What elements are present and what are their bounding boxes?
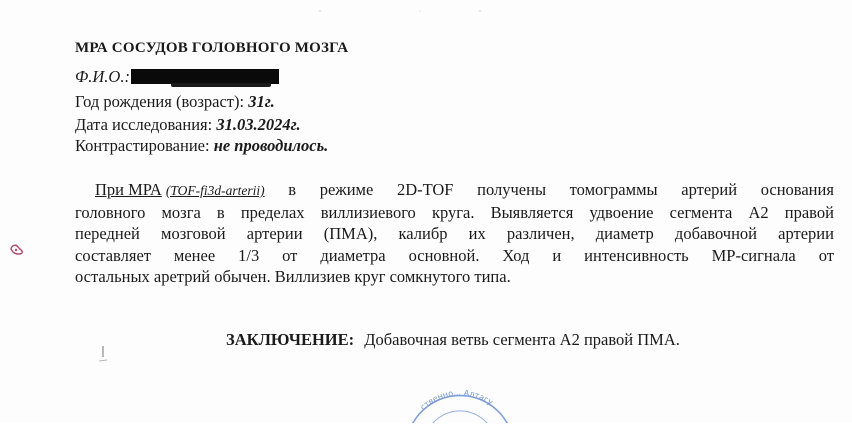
word: 2D-TOF [396, 180, 454, 199]
birth-year-field [75, 92, 275, 112]
conclusion-text: Добавочная ветвь сегмента А2 правой ПМА. [364, 330, 680, 349]
method-text: (TOF-fi3d-arterii) [165, 183, 265, 198]
word: удвоение [589, 202, 654, 222]
contrast-field [75, 136, 328, 156]
contrast-label: Контрастирование: [75, 136, 210, 155]
birth-year-label: Год рождения (возраст): [75, 92, 245, 111]
word: режиме [319, 180, 374, 199]
ink-smudge-mark [9, 242, 25, 261]
word: А2 [748, 202, 769, 222]
svg-text:...ственно... Алтагу... [413, 388, 501, 417]
word: томограммы [569, 180, 658, 199]
findings-line-1 [75, 179, 834, 202]
word: артерии [246, 224, 303, 243]
lead-text: При МРА [95, 180, 162, 199]
findings-line-2 [75, 202, 834, 224]
contrast-value: не проводилось. [213, 136, 329, 155]
word: от [282, 245, 298, 265]
word: в [216, 202, 225, 222]
round-stamp [400, 375, 520, 428]
findings-line-4 [75, 245, 834, 267]
birth-year-value: 31г. [248, 92, 275, 111]
word: основания [760, 180, 834, 199]
exam-date-label: Дата исследования: [75, 115, 213, 134]
word: правой [784, 202, 834, 222]
patient-name-field [75, 67, 279, 87]
word: менее [173, 245, 216, 265]
findings-line-5 [75, 266, 834, 288]
word: и [552, 245, 562, 265]
word: диаметр [595, 224, 654, 243]
word: диаметра [320, 245, 386, 265]
word: добавочной [674, 224, 757, 243]
findings-line-3 [75, 223, 834, 245]
word: виллизиевого [320, 202, 416, 222]
word: основной. [408, 245, 480, 265]
word: различен, [506, 224, 575, 243]
word: их [468, 224, 486, 243]
word: артерии [778, 224, 834, 243]
redacted-name-block [131, 69, 279, 84]
word: составляет [75, 245, 151, 265]
word: получены [477, 180, 547, 199]
patient-name-label: Ф.И.О.: [75, 67, 130, 86]
word: (ПМА), [323, 224, 378, 243]
stamp-text: ...ственно... Алтагу... [412, 388, 502, 418]
word: 1/3 [238, 245, 260, 265]
findings-last-line: остальных аретрий обычен. Виллизиев круг сомкнутого типа. [75, 267, 511, 286]
word: сегмента [669, 202, 733, 222]
word: Выявляется [490, 202, 574, 222]
word: калибр [398, 224, 448, 243]
word: передней [75, 224, 140, 243]
findings-paragraph [75, 179, 834, 288]
word: мозговой [161, 224, 226, 243]
word: интенсивность [584, 245, 689, 265]
scan-edge-dots [300, 0, 500, 3]
findings-lead [95, 179, 265, 202]
conclusion [226, 330, 680, 350]
word: МР-сигнала [711, 245, 796, 265]
word: пределах [240, 202, 305, 222]
word: Ход [502, 245, 530, 265]
conclusion-label: ЗАКЛЮЧЕНИЕ: [226, 330, 355, 349]
document-title: МРА СОСУДОВ ГОЛОВНОГО МОЗГА [75, 40, 349, 56]
exam-date-value: 31.03.2024г. [216, 115, 301, 134]
word: артерий [681, 180, 738, 199]
word: круга. [431, 202, 475, 222]
word: головного [75, 202, 146, 222]
exam-date-field [75, 115, 301, 135]
word: мозга [161, 202, 201, 222]
word: в [288, 180, 297, 199]
word: от [818, 245, 834, 265]
pencil-tick-mark [96, 345, 110, 368]
